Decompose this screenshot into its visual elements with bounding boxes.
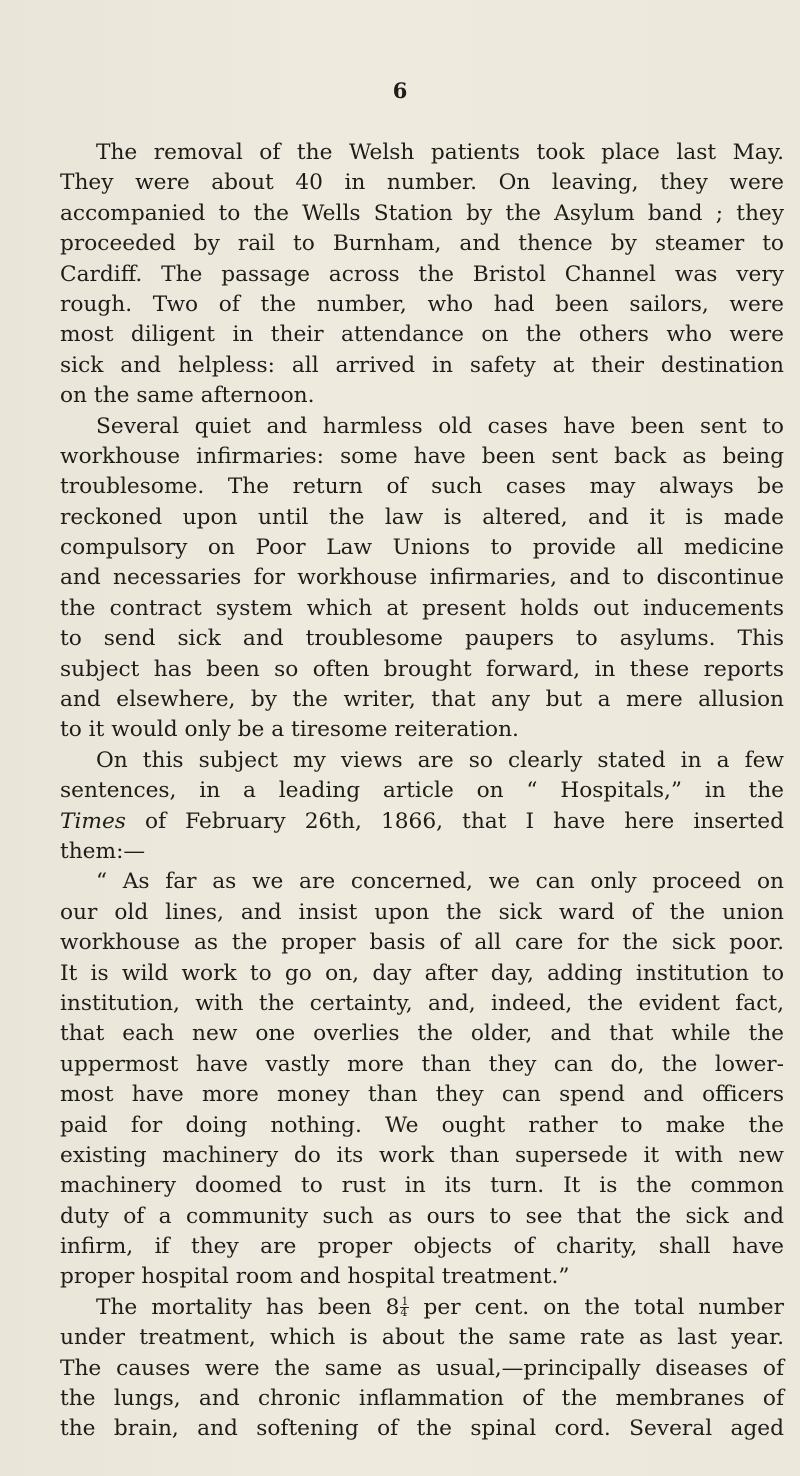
text-line: workhouse infirmaries: some have been sent back as being: [60, 443, 784, 469]
text-fragment: per cent. on the total number: [423, 1294, 784, 1320]
text-line: The causes were the same as usual,—principally diseases of: [60, 1355, 784, 1381]
quote-line: machinery doomed to rust in its turn. It is the common: [60, 1173, 784, 1199]
quote-line: paid for doing nothing. We ought rather to make the: [60, 1112, 784, 1138]
text-line: to send sick and troublesome paupers to asylums. This: [60, 626, 784, 652]
text-line: accompanied to the Wells Station by the Asylum band ; they: [60, 200, 784, 226]
text-line: the lungs, and chronic inflammation of the membranes of: [60, 1386, 784, 1412]
quote-line: institution, with the certainty, and, indeed, the evident fact,: [60, 990, 784, 1016]
text-line: under treatment, which is about the same rate as last year.: [60, 1325, 784, 1351]
text-line: compulsory on Poor Law Unions to provide all medicine: [60, 535, 784, 561]
page-number: 6: [392, 78, 408, 103]
text-line: and necessaries for workhouse infirmaries, and to discontinue: [60, 565, 784, 591]
fraction-one-quarter: [400, 1294, 409, 1319]
text-line: On this subject my views are so clearly stated in a few: [96, 747, 784, 773]
quote-line: proper hospital room and hospital treatment.”: [60, 1264, 570, 1290]
text-line-with-fraction: [60, 1293, 784, 1323]
text-line: them:—: [60, 838, 146, 864]
quote-line: that each new one overlies the older, and that while the: [60, 1021, 784, 1047]
quote-line: workhouse as the proper basis of all care for the sick poor.: [60, 930, 784, 956]
quote-line: uppermost have vastly more than they can do, the lower-: [60, 1051, 784, 1077]
text-line: on the same afternoon.: [60, 383, 315, 409]
fraction-denominator: 4: [400, 1305, 408, 1319]
text-line: most diligent in their attendance on the others who were: [60, 322, 784, 348]
text-line: reckoned upon until the law is altered, and it is made: [60, 504, 784, 530]
text-line: The removal of the Welsh patients took place last May.: [96, 140, 784, 165]
quote-line: existing machinery do its work than supersede it with new: [60, 1142, 784, 1168]
text-line: the brain, and softening of the spinal cord. Several aged: [60, 1416, 784, 1442]
text-line: and elsewhere, by the writer, that any but a mere allusion: [60, 687, 784, 713]
text-line: the contract system which at present holds out inducements: [60, 595, 784, 621]
quote-line: It is wild work to go on, day after day, adding institution to: [60, 960, 784, 986]
text-fragment: The mortality has been 8: [96, 1294, 400, 1320]
quote-line: duty of a community such as ours to see that the sick and: [60, 1203, 784, 1229]
quote-line: infirm, if they are proper objects of charity, shall have: [60, 1234, 784, 1260]
text-line: sentences, in a leading article on “ Hospitals,” in the: [60, 778, 784, 804]
newspaper-title: Times: [60, 808, 126, 834]
text-line: They were about 40 in number. On leaving, they were: [60, 170, 784, 196]
text-line: sick and helpless: all arrived in safety at their destination: [60, 352, 784, 378]
text-line: troublesome. The return of such cases may always be: [60, 474, 784, 500]
quote-line: “ As far as we are concerned, we can only proceed on: [96, 869, 784, 895]
quote-line: most have more money than they can spend and officers: [60, 1082, 784, 1108]
text-fragment: of February 26th, 1866, that I have here inserted: [145, 808, 784, 834]
fraction-numerator: 1: [401, 1294, 409, 1308]
text-line-with-italic-title: [60, 807, 784, 837]
text-line: Cardiff. The passage across the Bristol Channel was very: [60, 261, 784, 287]
body-text: [60, 138, 784, 1445]
text-line: to it would only be a tiresome reiteration.: [60, 717, 519, 743]
quote-line: our old lines, and insist upon the sick ward of the union: [60, 899, 784, 925]
text-line: proceeded by rail to Burnham, and thence by steamer to: [60, 231, 784, 257]
text-line: rough. Two of the number, who had been sailors, were: [60, 291, 784, 317]
text-line: subject has been so often brought forward, in these reports: [60, 656, 784, 682]
text-line: Several quiet and harmless old cases have been sent to: [96, 413, 784, 439]
